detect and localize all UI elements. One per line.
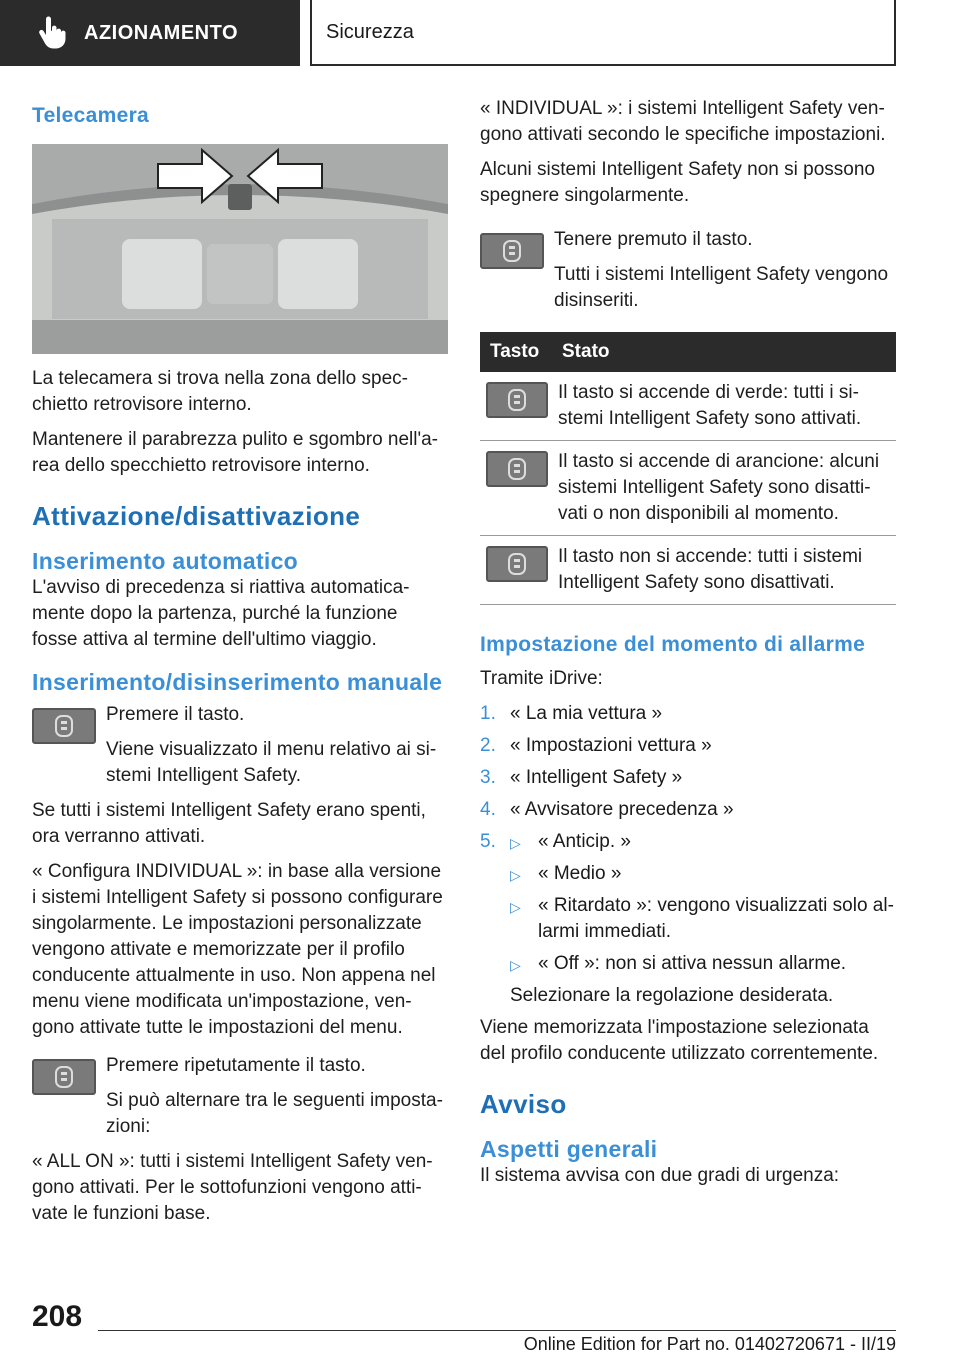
table-row <box>480 441 896 536</box>
menu-shown-text: Viene visualizzato il menu relativo ai si-stemi Intelligent Safety. <box>106 739 437 786</box>
hand-pointer-icon <box>30 11 74 55</box>
table-row <box>480 372 896 441</box>
press-key-text: Premere il tasto. <box>106 704 245 725</box>
list-item <box>480 951 896 977</box>
right-column <box>480 96 896 1198</box>
step-number: 5. <box>480 831 496 852</box>
heading-warning: Avviso <box>480 1089 567 1119</box>
heading-activation: Attivazione/disattivazione <box>32 501 361 531</box>
safety-button-icon <box>32 708 96 744</box>
camera-location-text: La telecamera si trova nella zona dello spec-chietto retrovisore interno. <box>32 368 408 415</box>
all-on-text: « ALL ON »: tutti i sistemi Intelligent Safety ven-gono attivati. Per le sottofunzioni vengono atti-vate le funzioni base. <box>32 1151 433 1224</box>
stored-text: Viene memorizzata l'impostazione selezionata del profilo conducente utilizzato correntemente. <box>480 1017 879 1064</box>
option-entry: « Off »: non si attiva nessun allarme. <box>538 953 847 974</box>
heading-manual: Inserimento/disinserimento manuale <box>32 669 443 695</box>
idrive-steps-list <box>480 701 896 1009</box>
step-number: 1. <box>480 703 496 724</box>
step-number: 2. <box>480 735 496 756</box>
all-off-text: Tutti i sistemi Intelligent Safety vengono disinseriti. <box>554 264 889 311</box>
option-entry: « Ritardato »: vengono visualizzati solo al-larmi immediati. <box>538 895 894 942</box>
col-state-header: Stato <box>552 332 896 372</box>
col-key-header: Tasto <box>480 332 552 372</box>
footer-divider <box>98 1330 896 1331</box>
safety-button-icon <box>486 382 548 418</box>
menu-entry: « Impostazioni vettura » <box>510 735 712 756</box>
select-setting-text: Selezionare la regolazione desiderata. <box>510 985 834 1006</box>
via-idrive-text: Tramite iDrive: <box>480 668 603 689</box>
list-item <box>480 701 896 727</box>
section-title: Sicurezza <box>326 20 414 43</box>
state-cell: Il tasto si accende di arancione: alcuni sistemi Intelligent Safety sono disatti-vati o non disponibili al momento. <box>552 441 896 536</box>
heading-auto: Inserimento automatico <box>32 548 299 574</box>
heading-timing: Impostazione del momento di allarme <box>480 633 866 656</box>
alternate-text: Si può alternare tra le seguenti imposta-zioni: <box>106 1090 443 1137</box>
safety-button-icon <box>480 233 544 269</box>
menu-entry: « La mia vettura » <box>510 703 663 724</box>
list-item <box>480 733 896 759</box>
heading-general: Aspetti generali <box>480 1136 658 1162</box>
menu-entry: « Intelligent Safety » <box>510 767 683 788</box>
safety-button-icon <box>486 546 548 582</box>
hold-key-text: Tenere premuto il tasto. <box>554 229 753 250</box>
camera-location-photo <box>32 144 448 354</box>
menu-entry: « Avvisatore precedenza » <box>510 799 734 820</box>
list-item <box>480 829 896 855</box>
list-item <box>480 861 896 887</box>
state-table <box>480 332 896 605</box>
chapter-tab <box>0 0 300 66</box>
hold-key-block <box>480 227 896 314</box>
left-column <box>32 96 448 1236</box>
press-key-block <box>32 702 448 789</box>
camera-clean-text: Mantenere il parabrezza pulito e sgombro nell'a-rea dello specchietto retrovisore interno. <box>32 429 439 476</box>
state-cell: Il tasto non si accende: tutti i sistemi Intelligent Safety sono disattivati. <box>552 536 896 605</box>
step-number: 4. <box>480 799 496 820</box>
section-tab <box>310 0 896 66</box>
option-entry: « Medio » <box>538 863 622 884</box>
heading-camera: Telecamera <box>32 104 150 127</box>
state-cell: Il tasto si accende di verde: tutti i si-stemi Intelligent Safety sono attivati. <box>552 372 896 441</box>
chapter-title: AZIONAMENTO <box>84 21 239 44</box>
if-off-text: Se tutti i sistemi Intelligent Safety erano spenti, ora verranno attivati. <box>32 800 426 847</box>
triangle-bullet-icon: ▷ <box>510 957 521 973</box>
list-item <box>480 983 896 1009</box>
safety-button-icon <box>486 451 548 487</box>
triangle-bullet-icon: ▷ <box>510 835 521 851</box>
auto-text: L'avviso di precedenza si riattiva automatica-mente dopo la partenza, purché la funzione fosse attiva al termine dell'ultimo viaggio. <box>32 577 410 650</box>
triangle-bullet-icon: ▷ <box>510 867 521 883</box>
page-number: 208 <box>32 1300 83 1333</box>
edition-text: Online Edition for Part no. 01402720671 - II/19 <box>523 1334 896 1354</box>
cannot-off-text: Alcuni sistemi Intelligent Safety non si possono spegnere singolarmente. <box>480 159 875 206</box>
list-item <box>480 893 896 945</box>
list-item <box>480 765 896 791</box>
list-item <box>480 797 896 823</box>
menu-entry: « Anticip. » <box>538 831 631 852</box>
individual-text: « INDIVIDUAL »: i sistemi Intelligent Safety ven-gono attivati secondo le specifiche impostazioni. <box>480 98 886 145</box>
safety-button-icon <box>32 1059 96 1095</box>
press-repeat-block <box>32 1053 448 1140</box>
configure-text: « Configura INDIVIDUAL »: in base alla versione i sistemi Intelligent Safety si possono configurare singolarmente. Le impostazioni personalizzate vengono attivate e memorizzate per il profilo conducente attualmente in uso. Non appena nel menu viene modificata un'impostazione, ven-gono attivate tutte le impostazioni del menu. <box>32 861 443 1038</box>
two-levels-text: Il sistema avvisa con due gradi di urgenza: <box>480 1165 840 1186</box>
press-repeat-text: Premere ripetutamente il tasto. <box>106 1055 366 1076</box>
step-number: 3. <box>480 767 496 788</box>
table-row <box>480 536 896 605</box>
triangle-bullet-icon: ▷ <box>510 899 521 915</box>
